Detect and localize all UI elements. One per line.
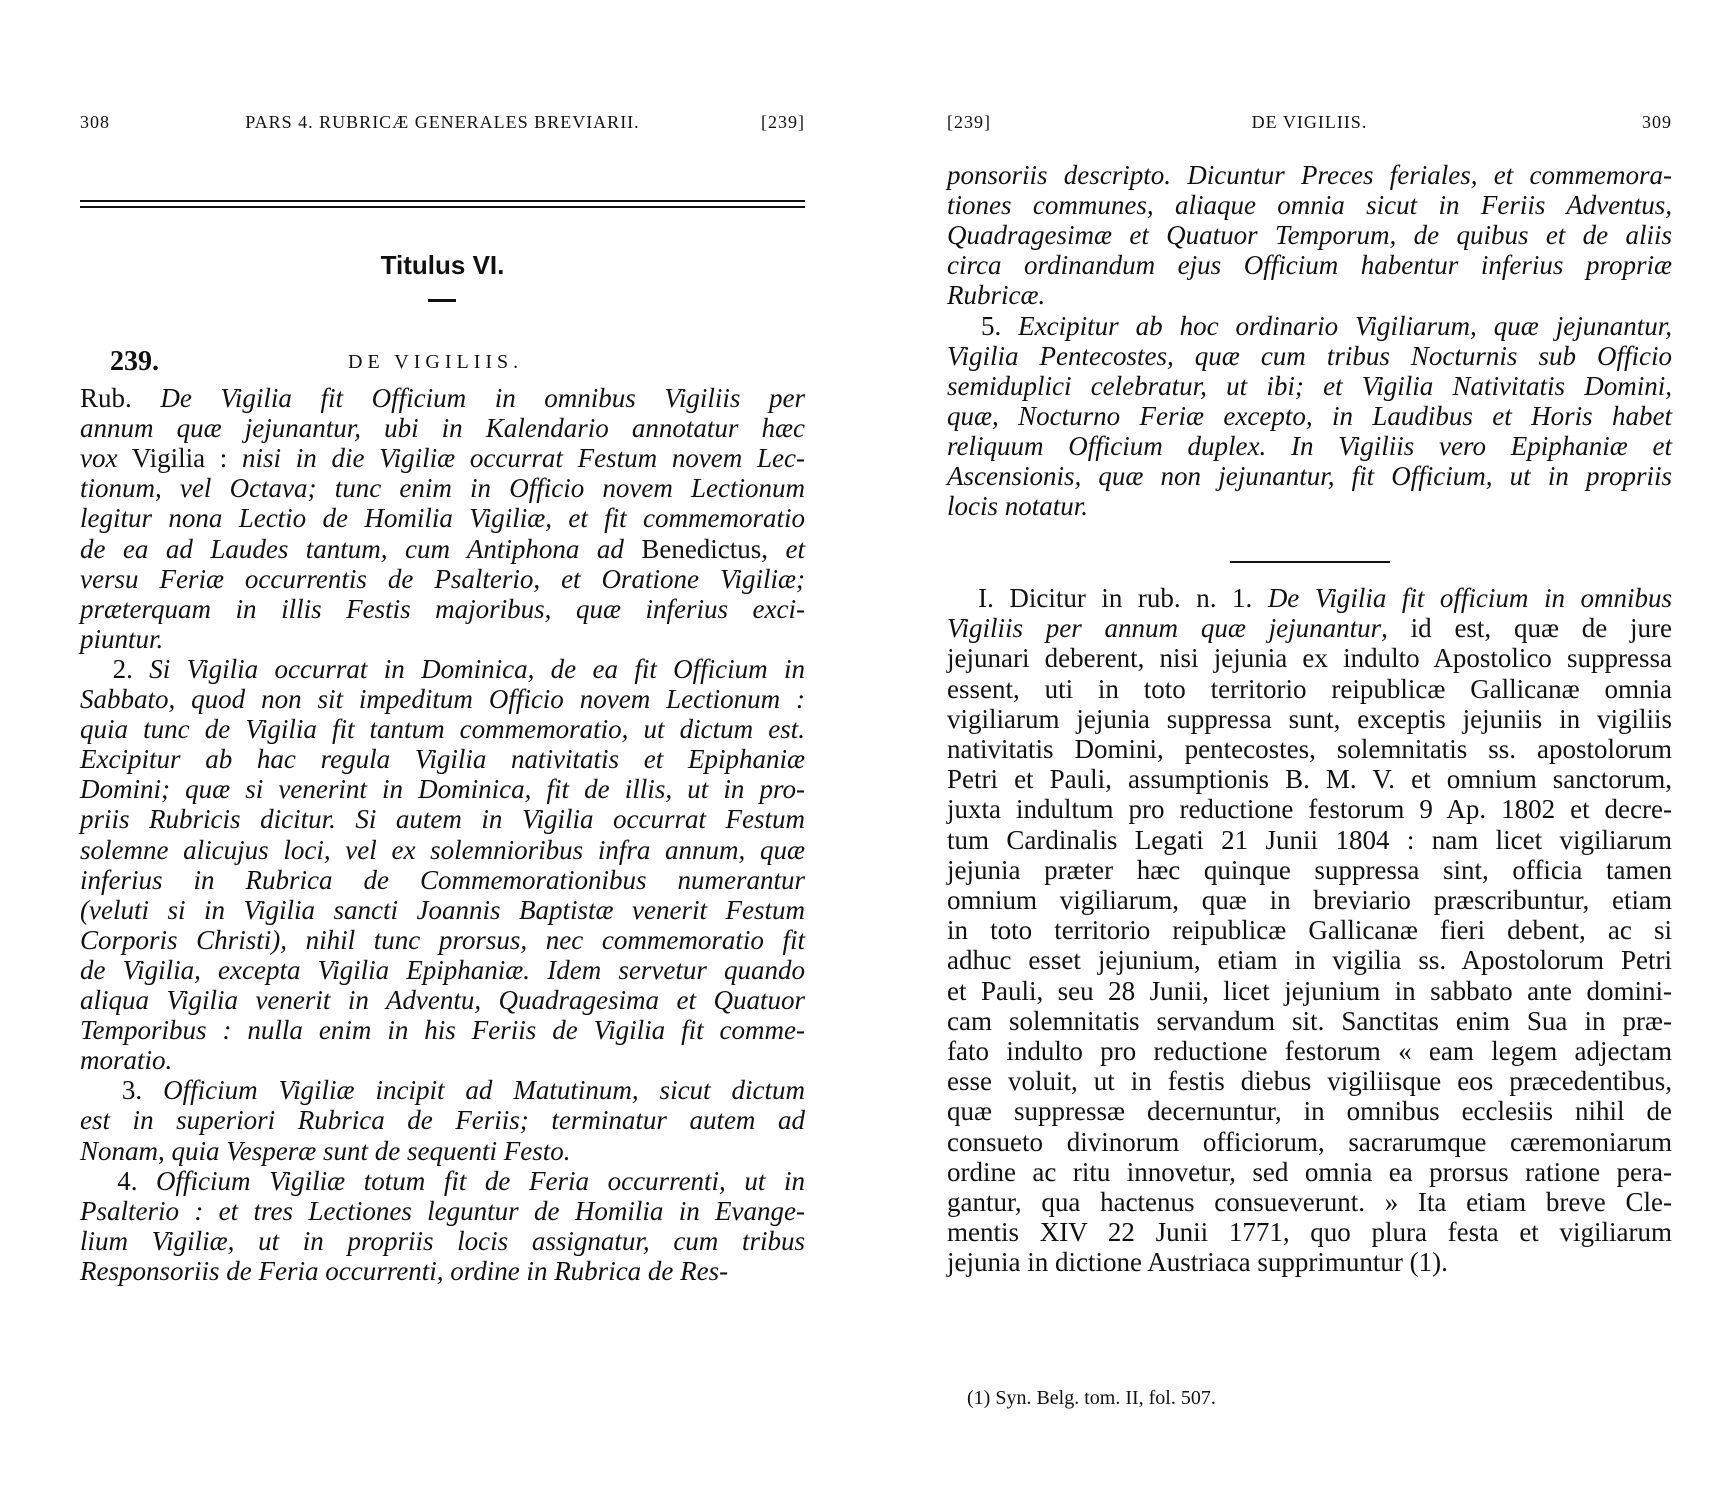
text-line: omnium vigiliarum, quæ in breviario præscribuntur, etiam xyxy=(947,885,1672,915)
text-line: Vigiliis per annum quæ jejunantur, id est, quæ de jure xyxy=(947,613,1672,644)
text-line: jejunia in dictione Austriaca supprimuntur (1). xyxy=(947,1247,1448,1278)
text-line: gantur, qua hactenus consueverunt. » Ita etiam breve Cle- xyxy=(947,1187,1672,1217)
text-line: jejunia præter hæc quinque suppressa sint, officia tamen xyxy=(947,854,1672,885)
text-line: juxta indultum pro reductione festorum 9 Ap. 1802 et decre- xyxy=(947,794,1672,825)
text-line: Responsoriis de Feria occurrenti, ordine in Rubrica de Res- xyxy=(80,1255,729,1286)
text-line: lium Vigiliæ, ut in propriis locis assignatur, cum tribus xyxy=(80,1225,805,1256)
text-line: et Pauli, seu 28 Junii, licet jejunium in sabbato ante domini- xyxy=(947,975,1672,1006)
text-line: 3. Officium Vigiliæ incipit ad Matutinum, sicut dictum xyxy=(80,1075,805,1106)
text-line: fato indulto pro reductione festorum « eam legem adjectam xyxy=(947,1036,1672,1066)
page-number: 308 xyxy=(80,112,110,132)
text-line: Petri et Pauli, assumptionis B. M. V. et omnium sanctorum, xyxy=(947,764,1672,795)
text-line: tionum, vel Octava; tunc enim in Officio novem Lectionum xyxy=(80,473,805,504)
page-number: 309 xyxy=(1642,112,1672,132)
text-line: est in superiori Rubrica de Feriis; terminatur autem ad xyxy=(80,1105,805,1136)
running-head-left xyxy=(80,112,805,142)
text-line: quæ suppressæ decernuntur, in omnibus ecclesiis nihil de xyxy=(947,1096,1672,1127)
text-line: jejunari deberent, nisi jejunia ex indulto Apostolico suppressa xyxy=(947,643,1672,674)
text-line: consueto divinorum officiorum, sacrarumque cæremoniarum xyxy=(947,1126,1672,1157)
text-line: Vigilia Pentecostes, quæ cum tribus Nocturnis sub Officio xyxy=(947,340,1672,371)
text-line: piuntur. xyxy=(80,623,164,654)
text-line: Domini; quæ si venerint in Dominica, fit de illis, ut in pro- xyxy=(80,774,805,805)
text-line: de Vigilia, excepta Vigilia Epiphaniæ. Idem servetur quando xyxy=(80,954,805,985)
text-line: cam solemnitatis servandum sit. Sanctitas enim Sua in præ- xyxy=(947,1005,1672,1036)
text-line: essent, uti in toto territorio reipublicæ Gallicanæ omnia xyxy=(947,673,1672,704)
text-line: semiduplici celebratur, ut ibi; et Vigilia Nativitatis Domini, xyxy=(947,370,1672,401)
text-line: vigiliarum jejunia suppressa sunt, exceptis jejuniis in vigiliis xyxy=(947,703,1672,734)
footnote: (1) Syn. Belg. tom. II, fol. 507. xyxy=(967,1387,1216,1409)
text-line: moratio. xyxy=(80,1045,173,1076)
text-line: tiones communes, aliaque omnia sicut in Feriis Adventus, xyxy=(947,190,1672,221)
running-head-title: PARS 4. RUBRICÆ GENERALES BREVIARII. xyxy=(245,112,640,132)
text-line: Corporis Christi), nihil tunc prorsus, nec commemoratio fit xyxy=(80,924,805,955)
text-line: Quadragesimæ et Quatuor Temporum, de quibus et de aliis xyxy=(947,220,1672,251)
text-line: in toto territorio reipublicæ Gallicanæ fieri debent, ac si xyxy=(947,915,1672,946)
text-line: solemne alicujus loci, vel ex solemnioribus infra annum, quæ xyxy=(80,834,805,865)
running-head-title: DE VIGILIIS. xyxy=(1251,112,1368,132)
text-line: legitur nona Lectio de Homilia Vigiliæ, et fit commemoratio xyxy=(80,503,805,534)
text-line: præterquam in illis Festis majoribus, quæ inferius exci- xyxy=(80,593,805,624)
text-line: ponsoriis descripto. Dicuntur Preces feriales, et commemora- xyxy=(947,160,1672,190)
text-line: vox Vigilia : nisi in die Vigiliæ occurrat Festum novem Lec- xyxy=(80,443,805,474)
text-line: esse voluit, ut in festis diebus vigiliisque eos præcedentibus, xyxy=(947,1066,1672,1097)
text-line: aliqua Vigilia venerit in Adventu, Quadragesima et Quatuor xyxy=(80,985,805,1015)
text-line: ordine ac ritu innovetur, sed omnia ea prorsus ratione pera- xyxy=(947,1156,1672,1187)
double-rule-divider xyxy=(80,200,805,208)
text-line: Temporibus : nulla enim in his Feriis de Vigilia fit comme- xyxy=(80,1015,805,1046)
text-line: 4. Officium Vigiliæ totum fit de Feria occurrenti, ut in xyxy=(80,1165,806,1196)
section-bracket-number: [239] xyxy=(761,112,805,132)
text-line: inferius in Rubrica de Commemorationibus numerantur xyxy=(80,864,805,895)
text-line: Excipitur ab hac regula Vigilia nativitatis et Epiphaniæ xyxy=(80,744,805,775)
text-line: tum Cardinalis Legati 21 Junii 1804 : nam licet vigiliarum xyxy=(947,824,1672,855)
text-line: quia tunc de Vigilia fit tantum commemoratio, ut dictum est. xyxy=(80,714,805,745)
text-line: Ascensionis, quæ non jejunantur, fit Officium, ut in propriis xyxy=(947,461,1672,491)
text-line: Rub. De Vigilia fit Officium in omnibus Vigiliis per xyxy=(80,383,805,413)
text-line: 2. Si Vigilia occurrat in Dominica, de ea fit Officium in xyxy=(80,653,805,684)
left-page xyxy=(80,0,805,1500)
chapter-title: Titulus VI. xyxy=(380,250,505,280)
text-line: priis Rubricis dicitur. Si autem in Vigilia occurrat Festum xyxy=(80,804,805,835)
text-line: 5. Excipitur ab hoc ordinario Vigiliarum, quæ jejunantur, xyxy=(947,310,1672,341)
text-line: annum quæ jejunantur, ubi in Kalendario annotatur hæc xyxy=(80,413,805,444)
text-line: reliquum Officium duplex. In Vigiliis vero Epiphaniæ et xyxy=(947,430,1672,461)
section-number: 239. xyxy=(110,346,159,377)
text-line: Rubricæ. xyxy=(947,280,1046,311)
text-line: Nonam, quia Vesperæ sunt de sequenti Festo. xyxy=(80,1135,571,1166)
text-line: nativitatis Domini, pentecostes, solemnitatis ss. apostolorum xyxy=(947,734,1672,764)
separator-rule xyxy=(1230,561,1390,563)
text-line: circa ordinandum ejus Officium habentur inferius propriæ xyxy=(947,250,1672,281)
section-bracket-number: [239] xyxy=(947,112,991,132)
text-line: locis notatur. xyxy=(947,491,1089,522)
right-page xyxy=(947,0,1672,1500)
text-line: Sabbato, quod non sit impeditum Officio novem Lectionum : xyxy=(80,684,805,714)
text-line: quæ, Nocturno Feriæ excepto, in Laudibus et Horis habet xyxy=(947,400,1672,431)
text-line: de ea ad Laudes tantum, cum Antiphona ad Benedictus, et xyxy=(80,533,805,564)
section-heading: DE VIGILIIS. xyxy=(348,351,524,373)
text-line: Psalterio : et tres Lectiones leguntur de Homilia in Evange- xyxy=(80,1195,805,1226)
text-line: mentis XIV 22 Junii 1771, quo plura festa et vigiliarum xyxy=(947,1217,1672,1248)
text-line: (veluti si in Vigilia sancti Joannis Baptistæ venerit Festum xyxy=(80,894,805,925)
text-line: adhuc esset jejunium, etiam in vigilia ss. Apostolorum Petri xyxy=(947,945,1672,976)
text-line: versu Feriæ occurrentis de Psalterio, et Oratione Vigiliæ; xyxy=(80,563,805,594)
title-dash-divider xyxy=(428,299,456,302)
text-line: I. Dicitur in rub. n. 1. De Vigilia fit officium in omnibus xyxy=(947,583,1673,613)
running-head-right xyxy=(947,112,1672,142)
